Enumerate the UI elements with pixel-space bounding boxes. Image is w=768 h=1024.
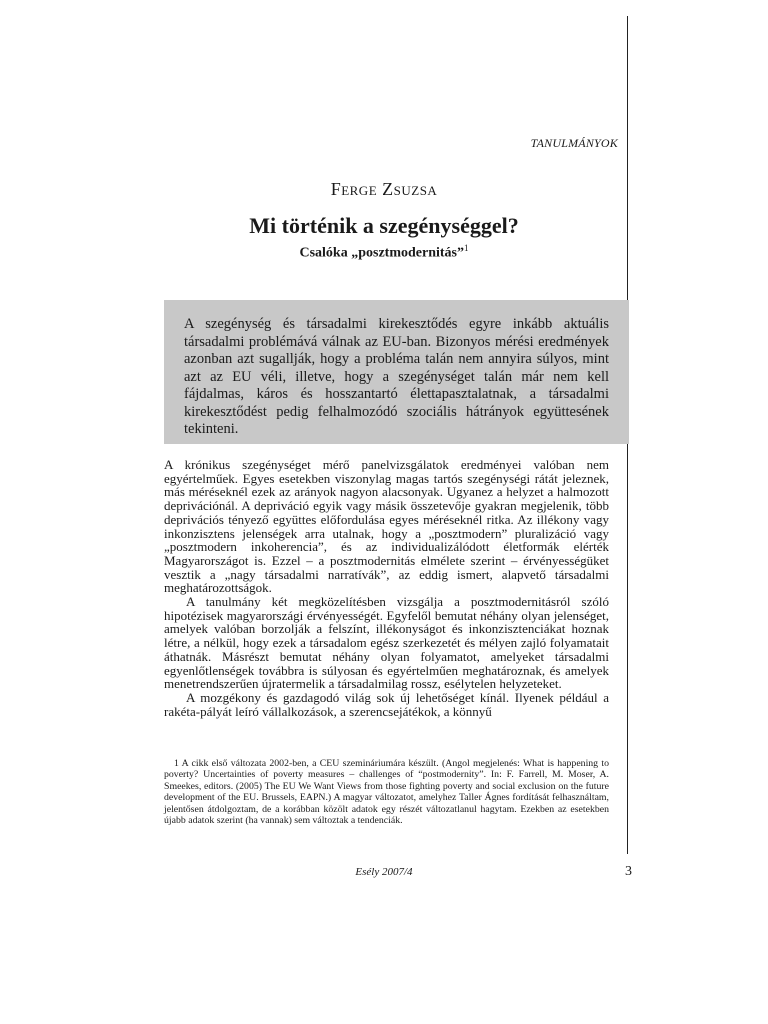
body-paragraph: A krónikus szegénységet mérő panelvizsgálatok eredményei valóban nem egyértelműek. Egyes esetekben viszonylag magas tartós szegénységi rátát jeleznek, más méréseknél ezek az arányok nagyon alacsonyak. Ugyanez a helyzet a halmozott deprivációnál. A depriváció egyik vagy másik összetevője gyakran megjelenik, több deprivációs tényező együttes előfordulása egyes méréseknél ritka. Az illékony vagy inkonzisztens jelenségek arra utalnak, hogy a „posztmodern” pluralizáció vagy „posztmodern inkoherencia”, és az individualizálódott életformák elérték Magyarországot is. Ezzel – a posztmodernitás elmélete szerint – érvényességüket vesztik a „nagy társadalmi narratívák”, az eddig ismert, alapvető társadalmi meghatározottságok. (164, 457, 609, 596)
article-title: Mi történik a szegénységgel? (249, 213, 519, 238)
subtitle-text: Csalóka „posztmodernitás” (299, 245, 464, 261)
article-author: Ferge Zsuzsa (330, 179, 438, 199)
footnote-number: 1 (174, 758, 179, 769)
footnote-text: A cikk első változata 2002-ben, a CEU szemináriumára készült. (Angol megjelenés: What is happening to poverty? Uncertainties of poverty measures – challenges of “postmodernity”. In: F. Farrell, M. Moser, A. Smeekes, editors. (2005) The EU We Want Views from those fighting poverty and social exclusion on the future development of the EU. Brussels, EAPN.) A magyar változatot, amelyhez Taller Ágnes fordítását felhasználtam, jelentősen átdolgoztam, de a korábban közölt adatok egy részét változatlanul hagytam. Ezekben az esetekben újabb adatok szerint (ha vannak) sem változtak a tendenciák. (164, 758, 609, 827)
body-paragraph: A mozgékony és gazdagodó világ sok új lehetőséget kínál. Ilyenek például a rakéta-pályát leíró vállalkozások, a szerencsejátékok, a könnyű (164, 689, 609, 719)
article-subtitle (0, 243, 768, 262)
footnote (164, 758, 609, 826)
body-paragraph: A tanulmány két megközelítésben vizsgálja a posztmodernitásról szóló hipotézisek magyarországi érvényességét. Egyfelől bemutat néhány olyan jelenséget, amelyek valóban borzolják a felszínt, illékonyságot és inkonzisztenciákat hoznak létre, a nélkül, hogy ezek a társadalom egész szerkezetét és mélyen zajló folyamatait áthatnák. Másrészt bemutat néhány olyan folyamatot, amelyeket társadalmi egyenlőtlenségek továbbra is súlyosan és egyértelműen meghatároznak, és amelyek menetrendszerűen újratermelik a társadalmilag rossz, esélytelen helyzeteket. (164, 594, 609, 692)
article-body (164, 458, 609, 718)
journal-name: Esély 2007/4 (355, 866, 413, 878)
page-number: 3 (625, 864, 632, 879)
abstract-box: A szegénység és társadalmi kirekesztődés egyre inkább aktuális társadalmi problémává válnak az EU-ban. Bizonyos mérési eredmények azonban azt sugallják, hogy a probléma talán nem annyira súlyos, mint azt az EU véli, illetve, hogy a szegénységet talán már nem kell fájdalmas, káros és hosszantartó élettapasztalatnak, a társadalmi kirekesztődést pedig felhalmozódó szociális hátrányok együttesének tekinteni. (164, 300, 629, 444)
footnote-reference: 1 (464, 243, 469, 253)
section-label: TANULMÁNYOK (530, 136, 618, 150)
